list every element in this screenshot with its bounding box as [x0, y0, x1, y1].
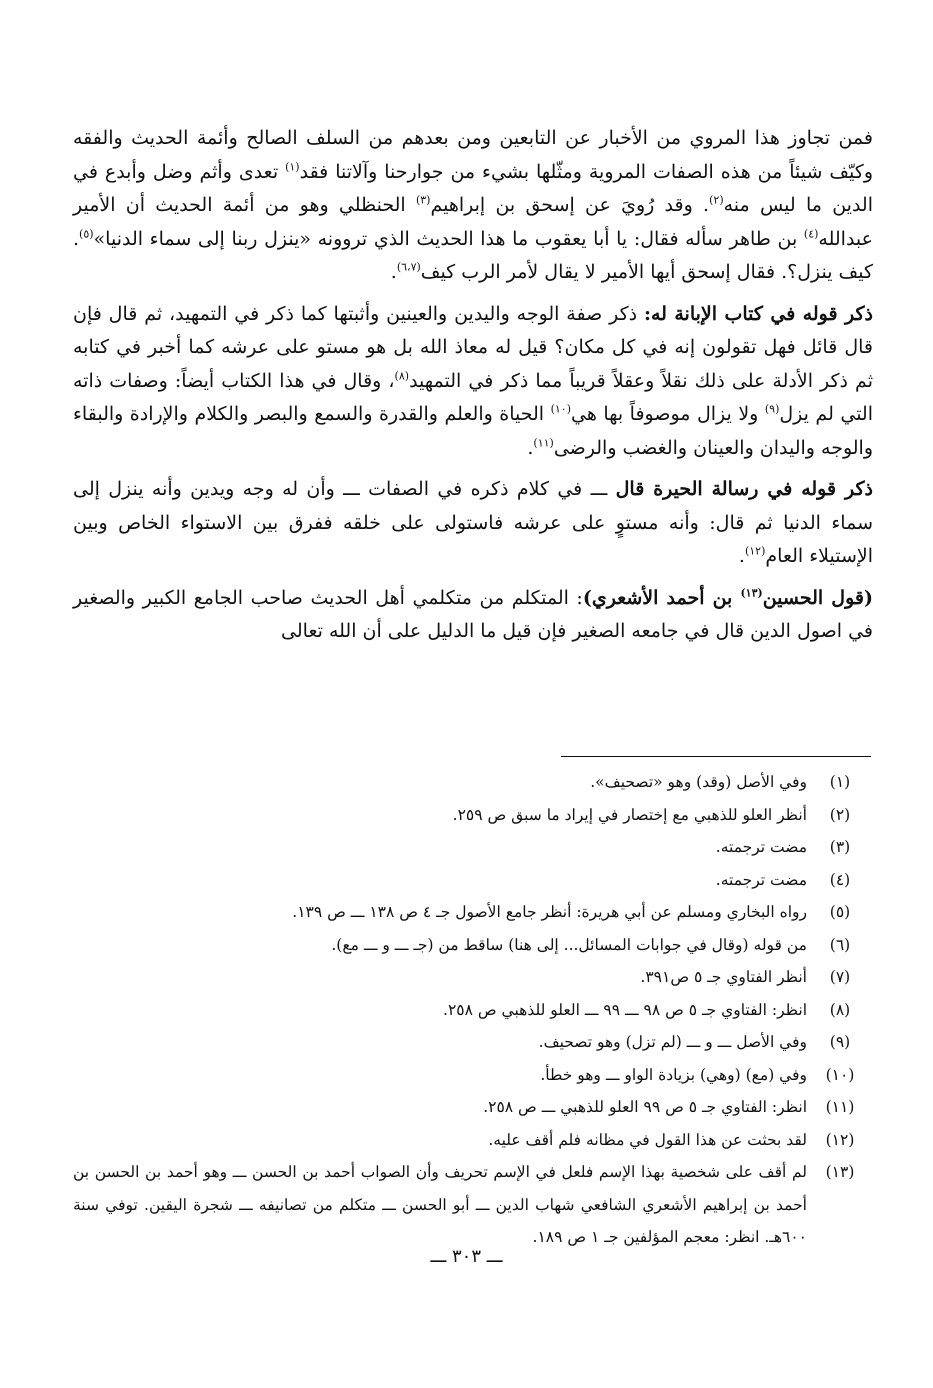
text-run: فمن تجاوز هذا المروي من الأخبار عن التابعين ومن بعدهم من السلف الصالح وأئمة الحديث والفقه وكيّف شيئاً من هذه الصفات المروية ومثّلها بشيء من جوارحنا وآلاتنا فقد [73, 127, 873, 183]
footnote-item [73, 766, 873, 799]
section-heading: ذكر قوله في رسالة الحيرة قال [615, 478, 873, 500]
footnote-marker: (٦،٧) [396, 260, 421, 274]
text-run: . وقد رُويَ عن إسحق بن إبراهيم [430, 194, 710, 216]
footnote-text: مضت ترجمته. [715, 870, 807, 889]
footnote-number: (١٠) [825, 1065, 855, 1084]
footnote-marker: (١١) [533, 436, 554, 450]
footnote-text: رواه البخاري ومسلم عن أبي هريرة: أنظر جامع الأصول جـ ٤ ص ١٣٨ ـــ ص ١٣٩. [292, 903, 807, 921]
main-text-body [73, 122, 873, 649]
footnote-marker: (٢) [709, 193, 724, 207]
text-run: الحياة والعلم والقدرة والسمع والبصر والكلام والإرادة والبقاء والوجه واليدان والعينان والغضب والرضى [73, 403, 873, 459]
footnote-text: وفي الأصل (وقد) وهو «تصحيف». [590, 773, 807, 791]
text-run: الحنظلي وهو من أئمة الحديث أن الأمير عبدالله [73, 194, 873, 250]
footnote-item [73, 1059, 873, 1092]
text-run: ـــ في كلام ذكره في الصفات ـــ وأن له وجه ويدين وأنه ينزل إلى سماء الدنيا ثم قال: وأنه مستوٍ على عرشه فاستولى على خلقه ففرق بين الاستواء الخاص وبين الإستيلاء العام [73, 478, 873, 567]
footnote-number: (٥) [829, 903, 851, 921]
section-heading: ذكر قوله في كتاب الإبانة له: [643, 302, 874, 325]
footnote-number: (٩) [829, 1033, 851, 1051]
footnote-number: (٨) [829, 1000, 851, 1019]
footnote-item [73, 1124, 873, 1157]
text-run: بن طاهر سأله فقال: يا أبا يعقوب ما هذا الحديث الذي تروونه «ينزل ربنا إلى سماء الدنيا» [93, 227, 804, 250]
footnote-marker: (٥) [79, 227, 94, 241]
text-run: . [738, 545, 745, 567]
section-heading: (قول الحسين [762, 586, 873, 609]
footnote-number: (١١) [825, 1098, 855, 1116]
text-run: بن أحمد الأشعري) [582, 586, 741, 609]
paragraph [73, 122, 873, 290]
footnote-marker: (٣) [415, 193, 431, 207]
footnote-text: وفي (مع) (وهي) بزيادة الواو ـــ وهو خطأ. [540, 1065, 807, 1084]
page-number: ـــ ٣٠٣ ـــ [430, 1246, 503, 1267]
footnote-marker: (١٢) [744, 544, 766, 558]
footnote-text: مضت ترجمته. [715, 838, 807, 856]
footnote-text: انظر: الفتاوي جـ ٥ ص ٩٨ ـــ ٩٩ ـــ العلو للذهبي ص ٢٥٨. [443, 1000, 807, 1019]
footnote-marker: (٩) [764, 402, 780, 416]
footnote-item [73, 896, 873, 929]
footnote-text: لم أقف على شخصية بهذا الإسم فلعل في الإسم تحريف وأن الصواب أحمد بن الحسن ـــ وهو أحمد بن الحسن بن أحمد بن إبراهيم الأشعري الشافعي شهاب الدين ـــ أبو الحسن ـــ متكلم من تصانيفه ـــ شجرة اليقين. توفي سنة ٦٠٠هـ. انظر: معجم المؤلفين جـ ١ ص ١٨٩. [73, 1163, 807, 1246]
footnote-item [73, 864, 873, 897]
footnote-item [73, 929, 873, 962]
footnote-number: (١٣) [825, 1163, 855, 1181]
footnote-number: (١٢) [825, 1130, 855, 1149]
footnote-text: من قوله (وقال في جوابات المسائل... إلى هنا) ساقط من (جـ ـــ و ـــ مع). [331, 935, 807, 954]
footnote-number: (٧) [829, 968, 851, 986]
paragraph [73, 582, 873, 649]
footnote-item [73, 1026, 873, 1059]
footnote-item [73, 994, 873, 1027]
footnote-text: انظر: الفتاوي جـ ٥ ص ٩٩ العلو للذهبي ـــ ص ٢٥٨. [483, 1098, 807, 1116]
footnote-text: وفي الأصل ـــ و ـــ (لم تزل) وهو تصحيف. [538, 1033, 807, 1051]
paragraph [73, 473, 873, 574]
text-run: ولا يزال موصوفاً بها هي [571, 403, 765, 425]
footnote-item [73, 961, 873, 994]
footnote-marker: (١٣) [740, 586, 763, 600]
footnote-item [73, 1156, 873, 1254]
paragraph [73, 298, 873, 466]
footnote-number: (٤) [829, 870, 851, 889]
text-run: ذكر صفة الوجه واليدين والعينين وأثبتها كما ذكر في التمهيد، ثم قال فإن قال قائل فهل تقولون إنه في كل مكان؟ قيل له معاذ الله بل هو مستو على عرشه كما أخبر في كتابه ثم ذكر الأدلة على ذلك نقلاً وعقلاً قريباً مما ذكر في التمهيد [73, 302, 873, 392]
text-run: ، وقال في هذا الكتاب أيضاً: وصفات ذاته التي لم يزل [73, 369, 873, 425]
footnote-item [73, 1091, 873, 1124]
footnote-text: أنظر الفتاوي جـ ٥ ص٣٩١. [640, 968, 807, 986]
footnote-item [73, 831, 873, 864]
footnote-marker: (٤) [803, 227, 819, 241]
footnote-number: (٦) [829, 935, 851, 954]
footnote-marker: (١) [285, 160, 300, 174]
footnote-number: (١) [829, 773, 851, 791]
footnote-number: (٢) [829, 805, 851, 824]
footnote-text: لقد بحثت عن هذا القول في مظانه فلم أقف عليه. [488, 1130, 807, 1149]
text-run: . [390, 261, 397, 283]
footnote-item [73, 799, 873, 832]
footnotes-list [73, 766, 873, 1254]
footnote-marker: (١٠) [550, 402, 571, 416]
text-run: . كيف ينزل؟. فقال إسحق أيها الأمير لا يقال لأمر الرب كيف [73, 227, 873, 283]
footnote-separator-rule [561, 756, 871, 757]
footnote-text: أنظر العلو للذهبي مع إختصار في إيراد ما سبق ص ٢٥٩. [452, 805, 807, 824]
footnote-number: (٣) [829, 838, 851, 856]
text-run: تعدى وأثم وضل وأبدع في الدين ما ليس منه [73, 160, 873, 216]
text-run: : المتكلم من متكلمي أهل الحديث صاحب الجامع الكبير والصغير في اصول الدين قال في جامعه الصغير فإن قيل ما الدليل على أن الله تعالى [73, 586, 873, 642]
footnote-marker: (٨) [394, 369, 410, 383]
text-run: . [527, 436, 534, 459]
